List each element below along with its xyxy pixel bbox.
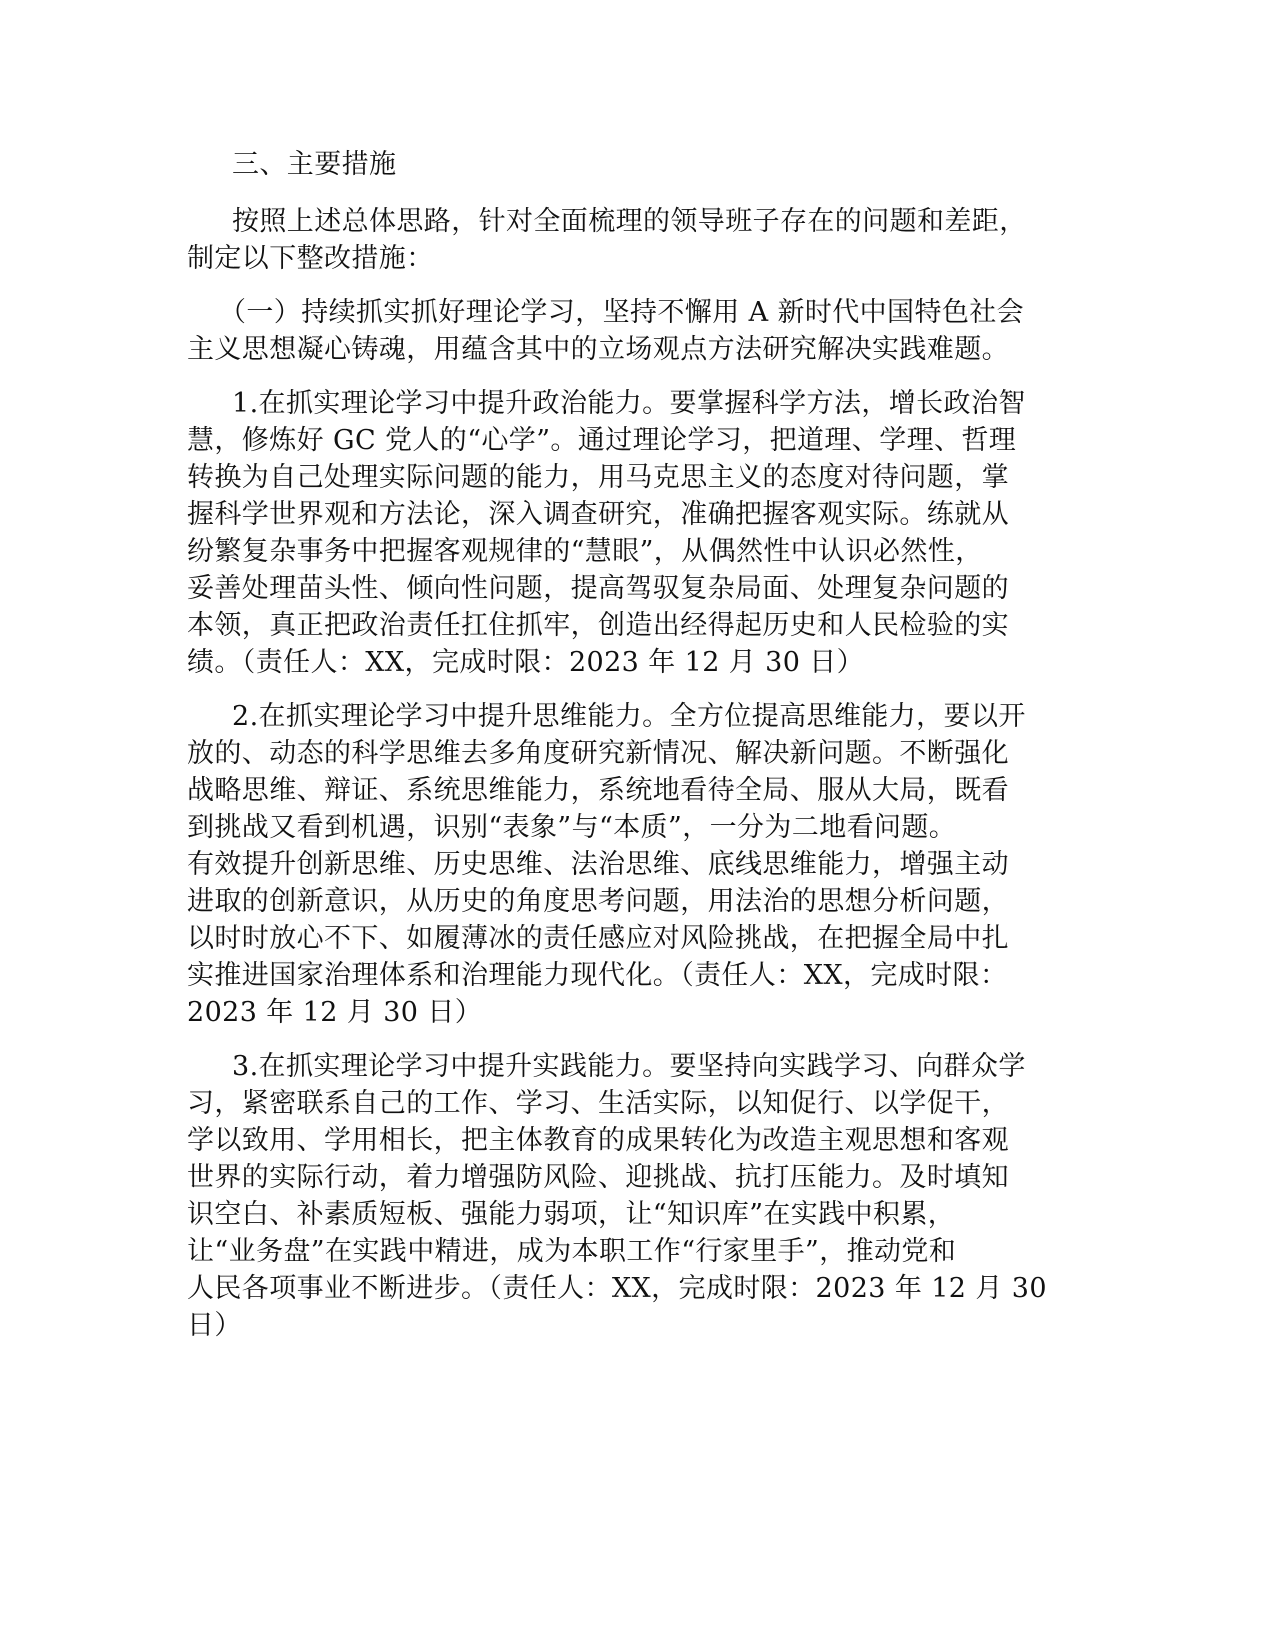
item1-line: 本领，真正把政治责任扛住抓牢，创造出经得起历史和人民检验的实 (187, 610, 1009, 641)
item3-line: 识空白、补素质短板、强能力弱项，让“知识库”在实践中积累， (187, 1199, 956, 1230)
item2-line: 到挑战又看到机遇，识别“表象”与“本质”，一分为二地看问题。 (187, 812, 957, 843)
measure-item-1 (187, 385, 1087, 681)
subheading-line: 主义思想凝心铸魂，用蕴含其中的立场观点方法研究解决实践难题。 (187, 334, 1009, 365)
intro-line: 按照上述总体思路，针对全面梳理的领导班子存在的问题和差距， (232, 206, 1027, 237)
item2-line: 以时时放心不下、如履薄冰的责任感应对风险挑战，在把握全局中扎 (187, 923, 1009, 954)
item3-line: 3.在抓实理论学习中提升实践能力。要坚持向实践学习、向群众学 (232, 1051, 1026, 1082)
item2-line: 放的、动态的科学思维去多角度研究新情况、解决新问题。不断强化 (187, 738, 1009, 769)
item3-line: 人民各项事业不断进步。（责任人：XX，完成时限：2023 年 12 月 30 (187, 1273, 1047, 1304)
measure-item-2 (187, 698, 1087, 1031)
item3-line: 学以致用、学用相长，把主体教育的成果转化为改造主观思想和客观 (187, 1125, 1009, 1156)
item3-line: 日） (187, 1310, 242, 1341)
item1-line: 1.在抓实理论学习中提升政治能力。要掌握科学方法，增长政治智 (232, 388, 1026, 419)
item2-line: 2023 年 12 月 30 日） (187, 997, 483, 1028)
item3-line: 让“业务盘”在实践中精进，成为本职工作“行家里手”，推动党和 (187, 1236, 957, 1267)
item2-line: 2.在抓实理论学习中提升思维能力。全方位提高思维能力，要以开 (232, 701, 1026, 732)
item3-line: 习，紧密联系自己的工作、学习、生活实际，以知促行、以学促干， (187, 1088, 1009, 1119)
item2-line: 进取的创新意识，从历史的角度思考问题，用法治的思想分析问题， (187, 886, 1009, 917)
document-body (187, 146, 1087, 1361)
item1-line: 妥善处理苗头性、倾向性问题，提高驾驭复杂局面、处理复杂问题的 (187, 573, 1009, 604)
subheading-paragraph (187, 294, 1087, 368)
intro-line: 制定以下整改措施： (187, 243, 434, 274)
subheading-line: （一）持续抓实抓好理论学习，坚持不懈用 A 新时代中国特色社会 (219, 297, 1025, 328)
section-heading (187, 146, 1087, 183)
item1-line: 慧，修炼好 GC 党人的“心学”。通过理论学习，把道理、学理、哲理 (187, 425, 1017, 456)
measure-item-3 (187, 1048, 1087, 1344)
item3-line: 世界的实际行动，着力增强防风险、迎挑战、抗打压能力。及时填知 (187, 1162, 1009, 1193)
item1-line: 绩。（责任人：XX，完成时限：2023 年 12 月 30 日） (187, 647, 865, 678)
intro-paragraph (187, 203, 1087, 277)
item1-line: 转换为自己处理实际问题的能力，用马克思主义的态度对待问题，掌 (187, 462, 1009, 493)
item1-line: 纷繁复杂事务中把握客观规律的“慧眼”，从偶然性中认识必然性， (187, 536, 983, 567)
item2-line: 实推进国家治理体系和治理能力现代化。（责任人：XX，完成时限： (187, 960, 1008, 991)
item2-line: 战略思维、辩证、系统思维能力，系统地看待全局、服从大局，既看 (187, 775, 1009, 806)
section-heading-text: 三、主要措施 (232, 149, 397, 180)
item2-line: 有效提升创新思维、历史思维、法治思维、底线思维能力，增强主动 (187, 849, 1009, 880)
item1-line: 握科学世界观和方法论，深入调查研究，准确把握客观实际。练就从 (187, 499, 1009, 530)
